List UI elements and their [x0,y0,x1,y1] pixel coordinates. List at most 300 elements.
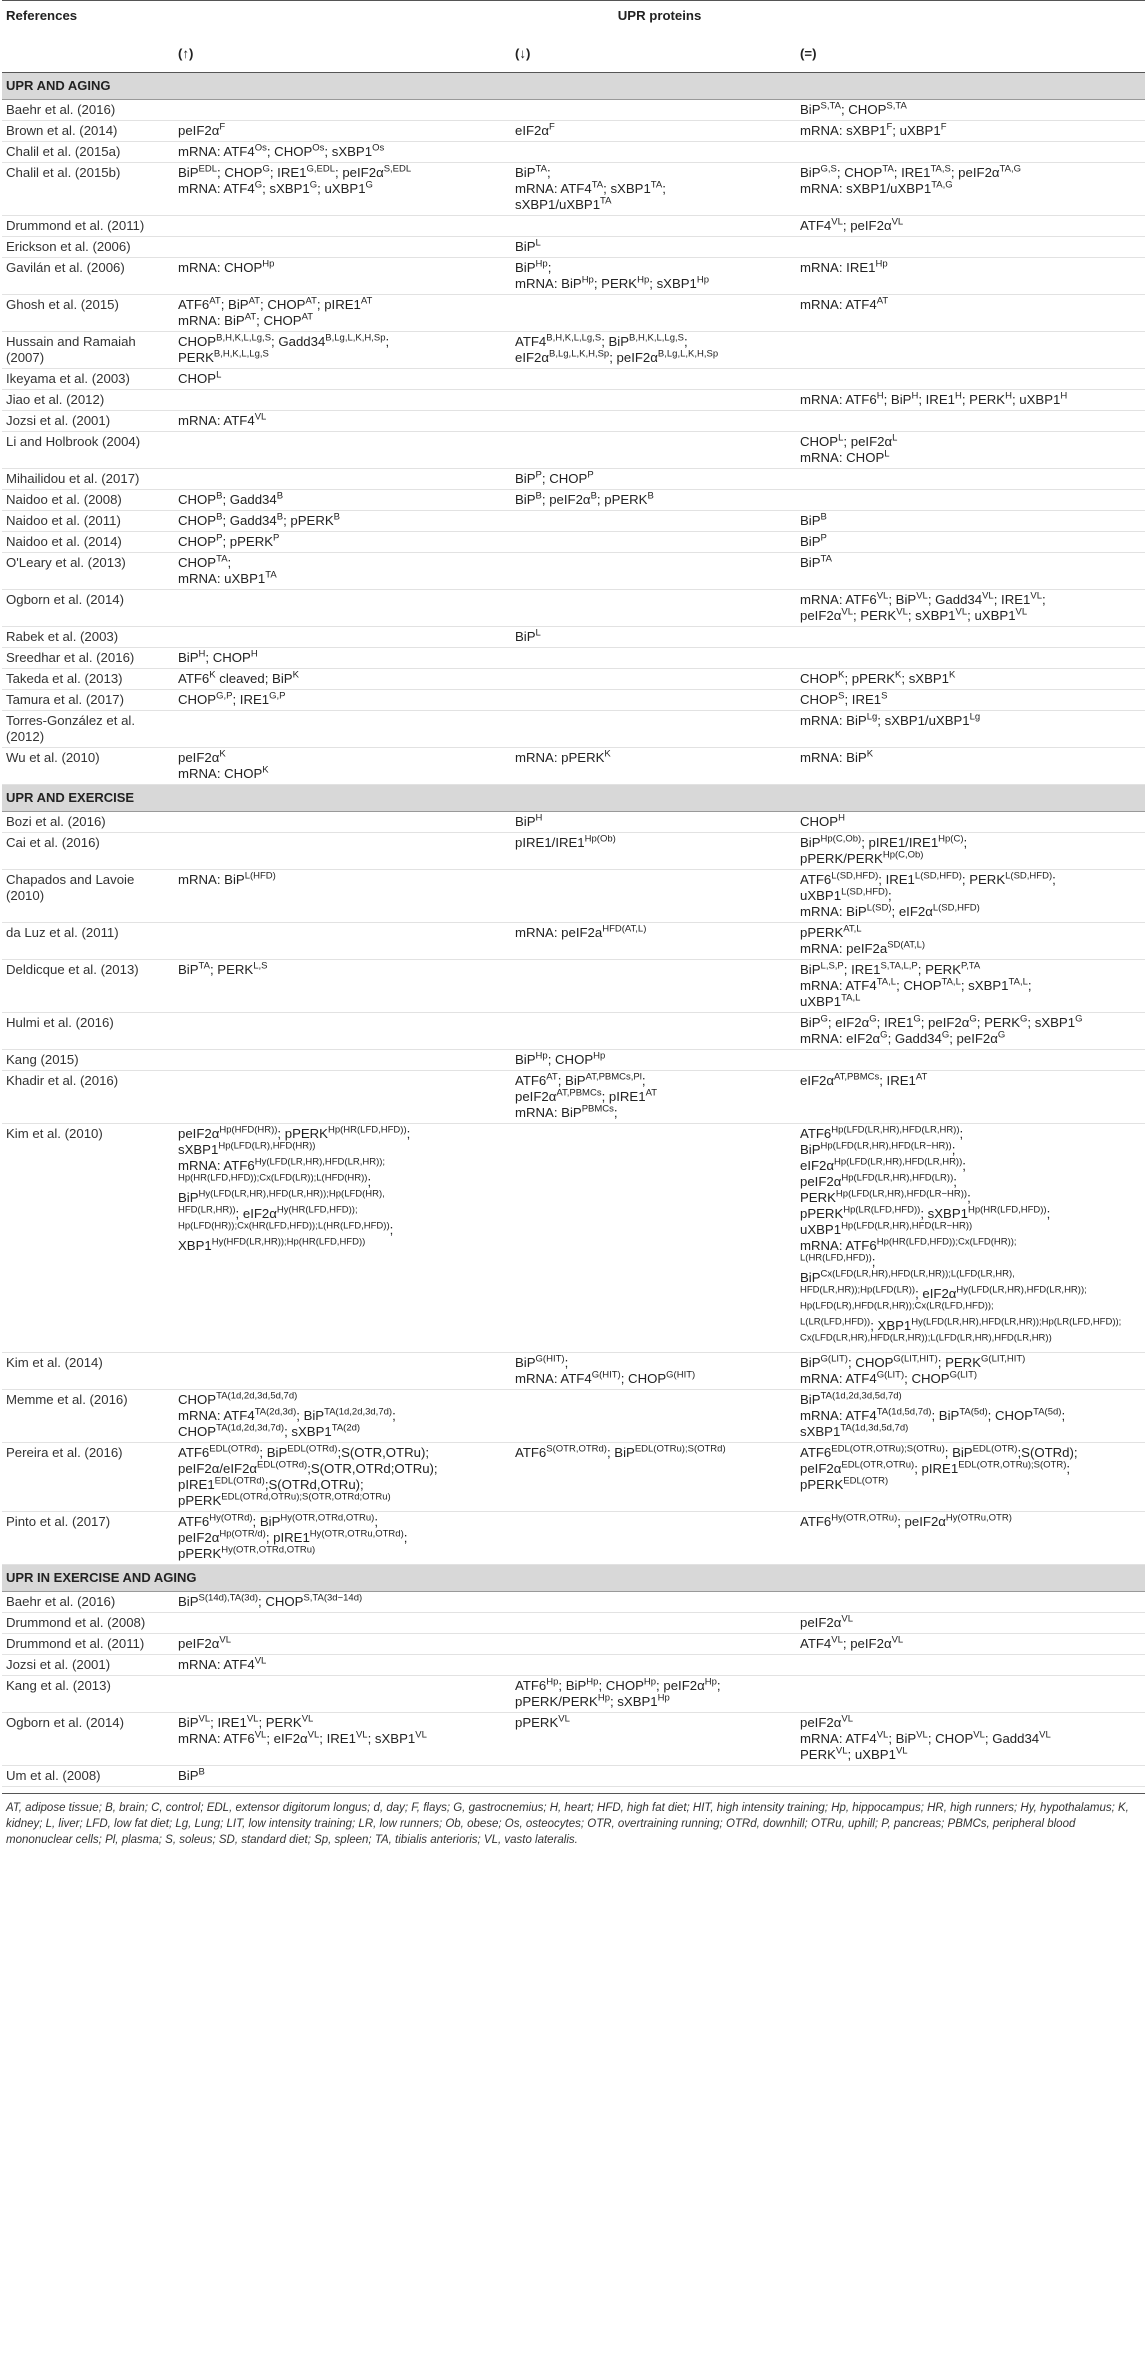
cell-line: Hp(LFD(LR),HFD(LR,HR));Cx(LR(LFD,HFD)); [800,1300,994,1312]
cell-line: $eIF2\alpha^{B,Lg,L,K,H,Sp}$; $peIF2\alpha^{B,Lg,L,K,H,Sp}$ [515,348,719,365]
cell-line: mRNA: BiP$^{Hp}$; $PERK^{Hp}$; $sXBP1^{Hp}$ [515,274,710,291]
cell-line: $ATF4^{VL}$; $peIF2\alpha^{VL}$ [800,1634,904,1651]
down-proteins-cell [511,511,796,532]
cell-line: mRNA: $peIF2a^{SD(AT,L)}$ [800,939,926,956]
cell-line: Mihailidou et al. (2017) [6,471,140,486]
cell-line: BiP$^{S(14d),TA(3d)}$; $CHOP^{S,TA(3d-14d)}$ [178,1592,363,1609]
up-proteins-cell [174,870,511,923]
up-proteins-cell [174,216,511,237]
up-proteins-cell [174,258,511,295]
eq-proteins-cell [796,748,1145,785]
reference-cell [2,100,174,121]
cell-line: $pIRE1^{EDL(OTRd)};S(OTRd,OTRu)$; [178,1475,364,1492]
reference-cell [2,216,174,237]
cell-line: mRNA: $ATF6^{Hp(HR(LFD,HFD));Cx(LFD(HR));}$ [800,1236,1017,1253]
down-proteins-cell [511,669,796,690]
cell-line: $CHOP^L$; $peIF2\alpha^L$ [800,432,898,449]
cell-line: Naidoo et al. (2008) [6,492,122,507]
table-row [2,511,1145,532]
up-proteins-cell [174,237,511,258]
cell-line: BiP$^{G(LIT)}$; $CHOP^{G(LIT,HIT)}$; $PERK^{G(LIT,HIT)}$ [800,1353,1026,1370]
cell-line: BiP$^{TA}$; $PERK^{L,S}$ [178,960,268,977]
up-proteins-cell [174,532,511,553]
cell-line: Torres-González et al. (2012) [6,713,135,744]
cell-line: BiP$^{G,S}$; $CHOP^{TA}$; $IRE1^{TA,S}$; $peIF2\alpha^{TA,G}$ [800,163,1022,180]
up-proteins-cell [174,390,511,411]
cell-line: $CHOP^{B,H,K,L,Lg,S}$; $Gadd34^{B,Lg,L,K,H,Sp}$; [178,332,390,349]
up-proteins-cell [174,590,511,627]
eq-proteins-cell [796,432,1145,469]
up-proteins-cell [174,1013,511,1050]
up-proteins-cell [174,833,511,870]
eq-proteins-cell [796,553,1145,590]
cell-line: mRNA: BiP$^K$ [800,748,874,765]
cell-line: $CHOP^{G,P}$; $IRE1^{G,P}$ [178,690,286,707]
section-title: UPR AND EXERCISE [2,785,1145,812]
up-proteins-cell [174,163,511,216]
cell-line: $peIF2\alpha^{Hp(LFD(LR,HR),HFD(LR))}$; [800,1172,957,1189]
reference-cell [2,390,174,411]
eq-proteins-cell [796,1353,1145,1390]
up-proteins-cell [174,100,511,121]
cell-line: $CHOP^{TA(1d,2d,3d,7d)}$; $sXBP1^{TA(2d)}$ [178,1422,361,1439]
eq-proteins-cell [796,833,1145,870]
reference-cell [2,163,174,216]
up-proteins-cell [174,411,511,432]
table-row [2,1013,1145,1050]
table-row [2,1766,1145,1787]
reference-cell [2,332,174,369]
down-proteins-cell [511,121,796,142]
cell-line: mRNA: $ATF4^{TA}$; $sXBP1^{TA}$; [515,179,666,196]
eq-proteins-cell [796,1071,1145,1124]
up-proteins-cell [174,1634,511,1655]
blank-header-cell [2,32,174,73]
up-proteins-cell [174,1713,511,1766]
up-proteins-cell [174,627,511,648]
cell-line: BiP$^{TA}$ [800,553,832,570]
cell-line: Jozsi et al. (2001) [6,413,111,428]
cell-line: BiP$^{Hp}$; [515,258,552,275]
cell-line: Chalil et al. (2015a) [6,144,121,159]
cell-line: mRNA: $ATF4^{Os}$; $CHOP^{Os}$; $sXBP1^{Os}$ [178,142,385,159]
cell-line: BiP$^{Hp(LFD(LR,HR),HFD(LR-HR))}$; [800,1140,956,1157]
cell-line: $peIF2\alpha^K$ [178,748,226,765]
cell-line: $CHOP^L$ [178,369,222,386]
cell-line: $uXBP1^{L(SD,HFD)}$; [800,886,892,903]
down-proteins-cell [511,690,796,711]
reference-cell [2,142,174,163]
down-proteins-cell [511,553,796,590]
cell-line: $CHOP^{TA(1d,2d,3d,5d,7d)}$ [178,1390,298,1407]
upr-proteins-header: UPR proteins [174,1,1145,33]
eq-proteins-cell [796,669,1145,690]
cell-line: BiP$^L$ [515,237,541,254]
cell-line: $sXBP1^{Hp(LFD(LR),HFD(HR))}$ [178,1140,316,1157]
up-proteins-cell [174,1390,511,1443]
table-row [2,669,1145,690]
cell-line: Rabek et al. (2003) [6,629,119,644]
section-header-row [2,785,1145,812]
up-proteins-cell [174,1124,511,1353]
down-proteins-cell [511,295,796,332]
down-proteins-cell [511,870,796,923]
cell-line: $PERK^{Hp(LFD(LR,HR),HFD(LR-HR))}$; [800,1188,971,1205]
table-row [2,690,1145,711]
cell-line: Ikeyama et al. (2003) [6,371,130,386]
cell-line: Ghosh et al. (2015) [6,297,119,312]
cell-line: Kim et al. (2014) [6,1355,103,1370]
up-proteins-cell [174,1071,511,1124]
cell-line: Chalil et al. (2015b) [6,165,121,180]
cell-line: Cai et al. (2016) [6,835,100,850]
up-proteins-cell [174,1676,511,1713]
cell-line: $ATF6^K$ cleaved; BiP$^K$ [178,669,299,686]
cell-line: $ATF6^{AT}$; BiP$^{AT}$; $CHOP^{AT}$; $pIRE1^{AT}$ [178,295,373,312]
reference-cell [2,711,174,748]
down-proteins-cell [511,142,796,163]
abbreviations-footnote: AT, adipose tissue; B, brain; C, control; EDL, extensor digitorum longus; d, day; F, flays; G, gastrocnemius; H, heart; HFD, high fat diet; HIT, high intensity training; Hp, hippocampus; HR, high runners; Hy, hypothalamus; K, kidney; L, liver; LFD, low fat diet; Lg, Lung; LIT, low intensity training; LR, low runners; Ob, obese; Os, osteocytes; OTR, overtraining running; OTRd, downhill; OTRu, uphill; P, pancreas; PBMCs, peripheral blood mononuclear cells; Pl, plasma; S, soleus; SD, standard diet; Sp, spleen; TA, tibialis anterioris; VL, vasto lateralis. [2,1793,1145,1848]
reference-cell [2,960,174,1013]
section-header-row [2,73,1145,100]
cell-line: BiP$^{Hy(LFD(LR,HR),HFD(LR,HR));Hp(LFD(HR),}$ [178,1188,385,1205]
up-proteins-cell [174,923,511,960]
cell-line: Naidoo et al. (2011) [6,513,121,528]
cell-line: mRNA: $CHOP^K$ [178,764,269,781]
down-proteins-cell [511,469,796,490]
up-proteins-cell [174,748,511,785]
cell-line: BiP$^{Hp(C,Ob)}$; $pIRE1/IRE1^{Hp(C)}$; [800,833,968,850]
cell-line: $ATF6^{Hy(OTR,OTRu)}$; $peIF2\alpha^{Hy(OTRu,OTR)}$ [800,1512,1012,1529]
eq-proteins-cell [796,532,1145,553]
cell-line: mRNA: $ATF6^H$; BiP$^H$; $IRE1^H$; $PERK^H$; $uXBP1^H$ [800,390,1068,407]
up-proteins-cell [174,1512,511,1565]
cell-line: $peIF2\alpha^{EDL(OTR,OTRu)}$; $pIRE1^{EDL(OTR,OTRu);S(OTR)}$; [800,1459,1071,1476]
up-proteins-cell [174,1353,511,1390]
cell-line: $PERK^{VL}$; $uXBP1^{VL}$ [800,1745,908,1762]
table-row [2,100,1145,121]
table-row [2,332,1145,369]
down-proteins-cell [511,332,796,369]
reference-cell [2,590,174,627]
cell-line: pPERK$^{AT,L}$ [800,923,862,940]
cell-line: $ATF6^{EDL(OTR,OTRu);S(OTRu)}$; BiP$^{EDL(OTR)}$;S(OTRd); [800,1443,1078,1460]
table-row [2,590,1145,627]
cell-line: $ATF4^{B,H,K,L,Lg,S}$; BiP$^{B,H,K,L,Lg,S}$; [515,332,688,349]
eq-proteins-cell [796,1050,1145,1071]
eq-proteins-cell [796,121,1145,142]
eq-proteins-cell [796,627,1145,648]
up-proteins-cell [174,142,511,163]
down-proteins-cell [511,1390,796,1443]
table-row [2,258,1145,295]
table-row [2,469,1145,490]
cell-line: Ogborn et al. (2014) [6,592,125,607]
down-proteins-cell [511,1713,796,1766]
table-row [2,1443,1145,1512]
reference-cell [2,258,174,295]
cell-line: Pereira et al. (2016) [6,1445,123,1460]
cell-line: $XBP1^{Hy(HFD(LR,HR));Hp(HR(LFD,HFD))}$ [178,1236,366,1253]
reference-cell [2,1634,174,1655]
reference-cell [2,532,174,553]
up-proteins-cell [174,812,511,833]
cell-line: Jozsi et al. (2001) [6,1657,111,1672]
up-column-header: (↑) [174,32,511,73]
cell-line: Brown et al. (2014) [6,123,118,138]
down-proteins-cell [511,258,796,295]
cell-line: mRNA: pPERK$^K$ [515,748,611,765]
up-proteins-cell [174,511,511,532]
down-proteins-cell [511,923,796,960]
reference-cell [2,1013,174,1050]
cell-line: $eIF2\alpha^F$ [515,121,555,138]
cell-line: mRNA: $ATF6^{VL}$; BiP$^{VL}$; $Gadd34^{VL}$; $IRE1^{VL}$; [800,590,1046,607]
cell-line: Jiao et al. (2012) [6,392,105,407]
unchanged-column-header: (=) [796,32,1145,73]
table-body [2,73,1145,1787]
down-proteins-cell [511,163,796,216]
down-proteins-cell [511,960,796,1013]
cell-line: BiP$^{G(HIT)}$; [515,1353,569,1370]
cell-line: BiP$^{L,S,P}$; $IRE1^{S,TA,L,P}$; $PERK^{P,TA}$ [800,960,981,977]
cell-line: mRNA: $ATF6^{Hy(LFD(LR,HR),HFD(LR,HR));}$ [178,1156,386,1173]
table-row [2,960,1145,1013]
cell-line: $^{Hp(HR(LFD,HFD));Cx(LFD(LR));L(HFD(HR))}$; [178,1172,372,1189]
reference-cell [2,627,174,648]
cell-line: pPERK/$PERK^{Hp(C,Ob)}$ [800,849,924,866]
eq-proteins-cell [796,216,1145,237]
up-proteins-cell [174,960,511,1013]
down-proteins-cell [511,1443,796,1512]
cell-line: mRNA: BiP$^{L(SD)}$; $eIF2\alpha^{L(SD,HFD)}$ [800,902,980,919]
down-proteins-cell [511,369,796,390]
section-title: UPR AND AGING [2,73,1145,100]
cell-line: mRNA: $ATF4^{TA(1d,5d,7d)}$; BiP$^{TA(5d)}$; $CHOP^{TA(5d)}$; [800,1406,1066,1423]
table-row [2,163,1145,216]
eq-proteins-cell [796,1013,1145,1050]
eq-proteins-cell [796,237,1145,258]
cell-line: mRNA: BiP$^{PBMCs}$; [515,1103,618,1120]
down-proteins-cell [511,1655,796,1676]
cell-line: BiP$^{S,TA}$; $CHOP^{S,TA}$ [800,100,907,117]
cell-line: Gavilán et al. (2006) [6,260,125,275]
up-proteins-cell [174,553,511,590]
cell-line: mRNA: $IRE1^{Hp}$ [800,258,888,275]
down-proteins-cell [511,432,796,469]
down-proteins-cell [511,490,796,511]
cell-line: pPERK$^{VL}$ [515,1713,570,1730]
cell-line: BiP$^P$ [800,532,827,549]
eq-proteins-cell [796,812,1145,833]
cell-line: $uXBP1^{TA,L}$ [800,992,861,1009]
up-proteins-cell [174,1443,511,1512]
cell-line: $CHOP^P$; pPERK$^P$ [178,532,280,549]
cell-line: $^{Hp(LFD(HR));Cx(HR(LFD,HFD));L(HR(LFD,HFD))}$; [178,1220,394,1237]
reference-cell [2,748,174,785]
cell-line: Kang et al. (2013) [6,1678,111,1693]
table-row [2,833,1145,870]
up-proteins-cell [174,1655,511,1676]
cell-line: BiP$^B$; $peIF2\alpha^B$; pPERK$^B$ [515,490,654,507]
cell-line: $ATF6^{Hy(OTRd)}$; BiP$^{Hy(OTR,OTRd,OTRu)}$; [178,1512,379,1529]
cell-line: $peIF2\alpha^{Hp(HFD(HR))}$; pPERK$^{Hp(HR(LFD,HFD))}$; [178,1124,411,1141]
down-proteins-cell [511,216,796,237]
cell-line: Kang (2015) [6,1052,79,1067]
cell-line: BiP$^{TA(1d,2d,3d,5d,7d)}$ [800,1390,902,1407]
cell-line: $CHOP^K$; pPERK$^K$; $sXBP1^K$ [800,669,956,686]
cell-line: BiP$^B$ [178,1766,205,1783]
table-row [2,1353,1145,1390]
up-proteins-cell [174,1592,511,1613]
cell-line: mRNA: $ATF6^{VL}$; $eIF2\alpha^{VL}$; $IRE1^{VL}$; $sXBP1^{VL}$ [178,1729,427,1746]
table-row [2,1655,1145,1676]
down-proteins-cell [511,390,796,411]
cell-line: Wu et al. (2010) [6,750,100,765]
up-proteins-cell [174,332,511,369]
cell-line: Um et al. (2008) [6,1768,101,1783]
table-row [2,490,1145,511]
reference-cell [2,295,174,332]
reference-cell [2,432,174,469]
cell-line: mRNA: BiP$^{Lg}$; $sXBP1/uXBP1^{Lg}$ [800,711,981,728]
cell-line: Tamura et al. (2017) [6,692,125,707]
table-row [2,237,1145,258]
table-row [2,121,1145,142]
table-row [2,1512,1145,1565]
cell-line: $peIF2\alpha^{AT,PBMCs}$; $pIRE1^{AT}$ [515,1087,657,1104]
cell-line: mRNA: $uXBP1^{TA}$ [178,569,277,586]
cell-line: Cx(LFD(LR,HR),HFD(LR,HR));L(LFD(LR,HR),HFD(LR,HR)) [800,1332,1052,1344]
eq-proteins-cell [796,390,1145,411]
cell-line: Naidoo et al. (2014) [6,534,122,549]
references-header: References [2,1,174,33]
cell-line: da Luz et al. (2011) [6,925,119,940]
up-proteins-cell [174,369,511,390]
table-row [2,1390,1145,1443]
eq-proteins-cell [796,490,1145,511]
table-row [2,390,1145,411]
table-row [2,553,1145,590]
cell-line: $peIF2\alpha/eIF2\alpha^{EDL(OTRd)};S(OTR,OTRd;OTRu)$; [178,1459,438,1476]
cell-line: pPERK/$PERK^{Hp}$; $sXBP1^{Hp}$ [515,1692,670,1709]
cell-line: $^{HFD(LR,HR))}$; $eIF2\alpha^{Hy(HR(LFD,HFD));}$ [178,1204,358,1221]
up-proteins-cell [174,490,511,511]
cell-line: mRNA: $ATF4^{G(HIT)}$; $CHOP^{G(HIT)}$ [515,1369,696,1386]
table-row [2,1124,1145,1353]
cell-line: mRNA: $ATF4^{TA,L}$; $CHOP^{TA,L}$; $sXBP1^{TA,L}$; [800,976,1032,993]
table-row [2,627,1145,648]
cell-line: pPERK$^{Hy(OTR,OTRd,OTRu)}$ [178,1544,316,1561]
reference-cell [2,669,174,690]
table-row [2,648,1145,669]
cell-line: Memme et al. (2016) [6,1392,128,1407]
reference-cell [2,1613,174,1634]
table-row [2,411,1145,432]
cell-line: O'Leary et al. (2013) [6,555,126,570]
down-proteins-cell [511,1050,796,1071]
table-row [2,1050,1145,1071]
eq-proteins-cell [796,711,1145,748]
cell-line: mRNA: BiP$^{AT}$; $CHOP^{AT}$ [178,311,313,328]
reference-cell [2,1766,174,1787]
cell-line: Takeda et al. (2013) [6,671,123,686]
cell-line: Erickson et al. (2006) [6,239,131,254]
cell-line: $eIF2\alpha^{AT,PBMCs}$; $IRE1^{AT}$ [800,1071,928,1088]
cell-line: Bozi et al. (2016) [6,814,106,829]
cell-line: $peIF2\alpha^F$ [178,121,226,138]
up-proteins-cell [174,121,511,142]
down-proteins-cell [511,648,796,669]
reference-cell [2,490,174,511]
cell-line: mRNA: $peIF2a^{HFD(AT,L)}$ [515,923,647,940]
cell-line: $^{HFD(LR,HR));Hp(LFD(LR))}$; $eIF2\alpha^{Hy(LFD(LR,HR),HFD(LR,HR));}$ [800,1284,1087,1301]
reference-cell [2,121,174,142]
cell-line: $peIF2\alpha^{VL}$ [178,1634,231,1651]
eq-proteins-cell [796,142,1145,163]
cell-line: BiP$^{Hp}$; $CHOP^{Hp}$ [515,1050,606,1067]
eq-proteins-cell [796,1592,1145,1613]
down-proteins-cell [511,1613,796,1634]
eq-proteins-cell [796,960,1145,1013]
cell-line: $ATF6^{Hp(LFD(LR,HR),HFD(LR,HR))}$; [800,1124,964,1141]
down-proteins-cell [511,1124,796,1353]
reference-cell [2,553,174,590]
cell-line: $peIF2\alpha^{VL}$; $PERK^{VL}$; $sXBP1^{VL}$; $uXBP1^{VL}$ [800,606,1028,623]
reference-cell [2,833,174,870]
reference-cell [2,1390,174,1443]
reference-cell [2,1124,174,1353]
table-row [2,748,1145,785]
table-row [2,923,1145,960]
up-proteins-cell [174,711,511,748]
up-proteins-cell [174,690,511,711]
cell-line: Ogborn et al. (2014) [6,1715,125,1730]
cell-line: BiP$^B$ [800,511,827,528]
section-header-row [2,1565,1145,1592]
cell-line: Sreedhar et al. (2016) [6,650,135,665]
cell-line: Chapados and Lavoie (2010) [6,872,135,903]
eq-proteins-cell [796,1713,1145,1766]
cell-line: Baehr et al. (2016) [6,102,116,117]
cell-line: Deldicque et al. (2013) [6,962,139,977]
down-proteins-cell [511,1592,796,1613]
table-row [2,812,1145,833]
table-row [2,369,1145,390]
cell-line: $sXBP1^{TA(1d,3d,5d,7d)}$ [800,1422,909,1439]
reference-cell [2,511,174,532]
reference-cell [2,1050,174,1071]
cell-line: mRNA: $ATF4^{VL}$ [178,411,267,428]
down-proteins-cell [511,532,796,553]
cell-line: $ATF6^{L(SD,HFD)}$; $IRE1^{L(SD,HFD)}$; $PERK^{L(SD,HFD)}$; [800,870,1056,887]
down-proteins-cell [511,833,796,870]
reference-cell [2,1443,174,1512]
eq-proteins-cell [796,163,1145,216]
cell-line: $ATF4^{VL}$; $peIF2\alpha^{VL}$ [800,216,904,233]
down-proteins-cell [511,590,796,627]
cell-line: $ATF6^{AT}$; BiP$^{AT,PBMCs,Pl}$; [515,1071,646,1088]
cell-line: pPERK$^{EDL(OTRd,OTRu);S(OTR,OTRd;OTRu)}$ [178,1491,391,1508]
down-proteins-cell [511,100,796,121]
cell-line: BiP$^{VL}$; $IRE1^{VL}$; $PERK^{VL}$ [178,1713,314,1730]
cell-line: mRNA: $eIF2\alpha^G$; $Gadd34^G$; $peIF2\alpha^G$ [800,1029,1006,1046]
table-row [2,432,1145,469]
cell-line: mRNA: $ATF4^G$; $sXBP1^G$; $uXBP1^G$ [178,179,373,196]
table-row [2,295,1145,332]
cell-line: $ATF6^{Hp}$; BiP$^{Hp}$; $CHOP^{Hp}$; $peIF2\alpha^{Hp}$; [515,1676,721,1693]
cell-line: $ATF6^{S(OTR,OTRd)}$; BiP$^{EDL(OTRu);S(OTRd)}$ [515,1443,726,1460]
